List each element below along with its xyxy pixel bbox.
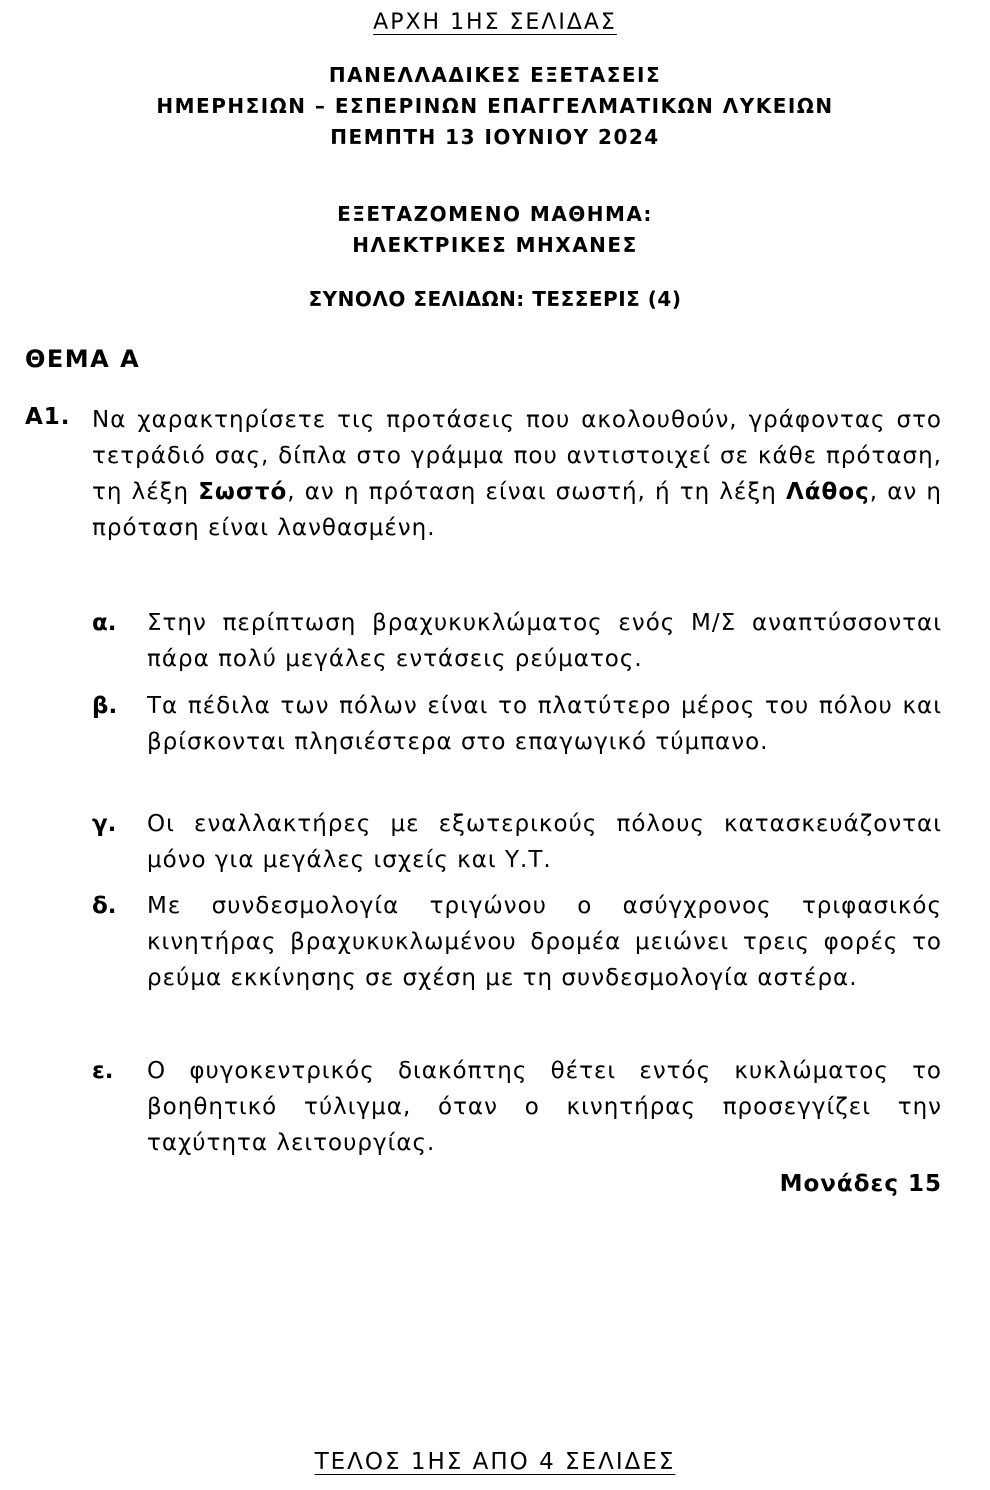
exam-schools: ΗΜΕΡΗΣΙΩΝ – ΕΣΠΕΡΙΝΩΝ ΕΠΑΓΓΕΛΜΑΤΙΚΩΝ ΛΥΚΕΙΩΝ [156,94,834,118]
page-footer: ΤΕΛΟΣ 1ΗΣ ΑΠΟ 4 ΣΕΛΙΔΕΣ [314,1449,676,1475]
page-header: ΑΡΧΗ 1ΗΣ ΣΕΛΙΔΑΣ [373,10,617,35]
item-text: Στην περίπτωση βραχυκυκλώματος ενός Μ/Σ αναπτύσσονται πάρα πολύ μεγάλες εντάσεις ρεύματος. [147,610,942,672]
item-text: Ο φυγοκεντρικός διακόπτης θέτει εντός κυκλώματος το βοηθητικό τύλιγμα, όταν ο κινητήρας προσεγγίζει την ταχύτητα λειτουργίας. [147,1058,942,1156]
item-text: Με συνδεσμολογία τριγώνου ο ασύγχρονος τριφασικός κινητήρας βραχυκυκλωμένου δρομέα μειώνει τρεις φορές το ρεύμα εκκίνησης σε σχέση με τη συνδεσμολογία αστέρα. [147,893,942,991]
page-count: ΣΥΝΟΛΟ ΣΕΛΙΔΩΝ: ΤΕΣΣΕΡΙΣ (4) [308,287,682,311]
question-label: Α1. [25,404,71,430]
subject-block [0,199,990,261]
item-letter: ε. [92,1058,114,1084]
intro-text-3: , αν η πρόταση είναι λανθασμένη. [92,479,942,541]
question-intro [92,402,942,546]
section-title: ΘΕΜΑ Α [25,345,141,373]
keyword-correct: Σωστό [198,479,288,505]
points-label: Μονάδες 15 [779,1171,942,1197]
subject-label: ΕΞΕΤΑΖΟΜΕΝΟ ΜΑΘΗΜΑ: [337,202,653,226]
item-text: Οι εναλλακτήρες με εξωτερικούς πόλους κατασκευάζονται μόνο για μεγάλες ισχείς και Υ.Τ. [147,811,942,873]
item-letter: δ. [92,893,117,919]
keyword-wrong: Λάθος [785,479,870,505]
subject-name: ΗΛΕΚΤΡΙΚΕΣ ΜΗΧΑΝΕΣ [352,233,638,257]
item-letter: α. [92,610,117,636]
item-letter: β. [92,693,118,719]
intro-text-1: Να χαρακτηρίσετε τις προτάσεις που ακολουθούν, γράφοντας στο τετράδιό σας, δίπλα στο γράμμα που αντιστοιχεί σε κάθε πρόταση, τη λέξη [92,407,942,505]
intro-text-2: , αν η πρόταση είναι σωστή, ή τη λέξη [287,479,786,505]
item-letter: γ. [92,811,117,837]
item-text: Τα πέδιλα των πόλων είναι το πλατύτερο μέρος του πόλου και βρίσκονται πλησιέστερα στο επαγωγικό τύμπανο. [147,693,942,755]
exam-header [0,60,990,153]
exam-title: ΠΑΝΕΛΛΑΔΙΚΕΣ ΕΞΕΤΑΣΕΙΣ [328,63,662,87]
exam-date: ΠΕΜΠΤΗ 13 ΙΟΥΝΙΟΥ 2024 [330,125,660,149]
